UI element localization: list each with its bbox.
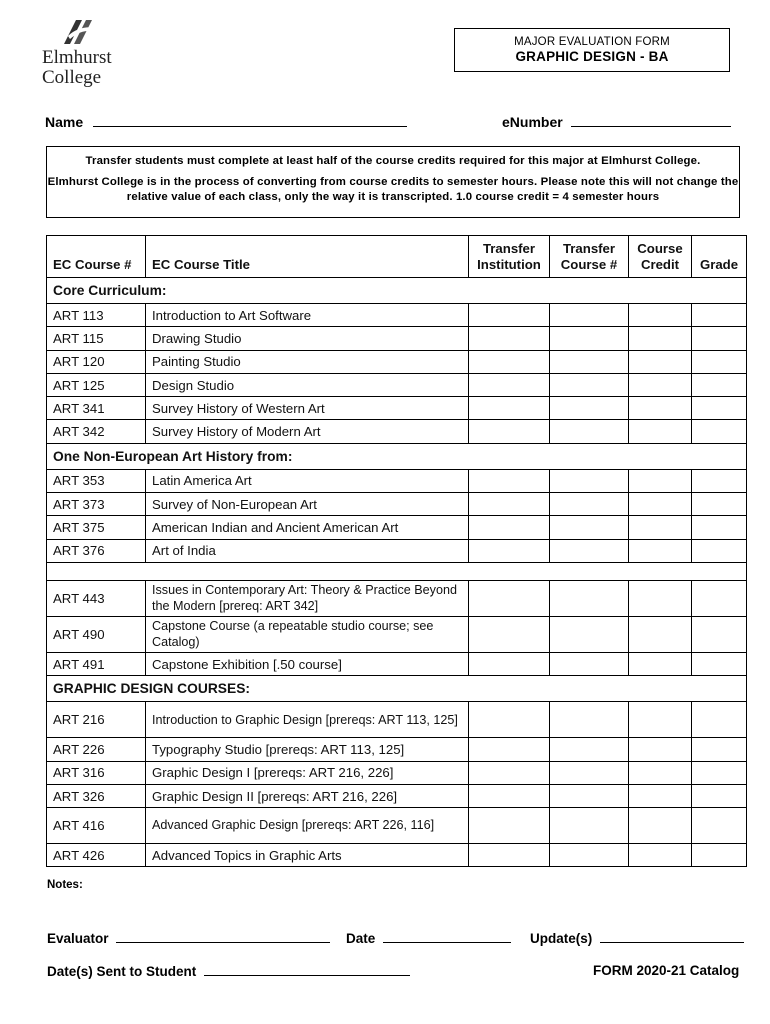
transfer-institution-cell[interactable] — [469, 350, 550, 373]
credit-cell[interactable] — [629, 350, 692, 373]
course-title: Survey History of Western Art — [146, 397, 469, 420]
table-row — [47, 702, 747, 738]
name-line[interactable] — [93, 114, 407, 127]
transfer-course-cell[interactable] — [550, 580, 629, 616]
transfer-course-cell[interactable] — [550, 616, 629, 652]
course-num: ART 342 — [47, 420, 146, 443]
table-row — [47, 397, 747, 420]
grade-cell[interactable] — [692, 516, 747, 539]
course-num: ART 113 — [47, 304, 146, 327]
sent-label: Date(s) Sent to Student — [47, 964, 197, 979]
credit-cell[interactable] — [629, 844, 692, 867]
transfer-course-cell[interactable] — [550, 539, 629, 562]
credit-cell[interactable] — [629, 652, 692, 675]
date-line[interactable] — [383, 930, 511, 943]
date-field[interactable] — [346, 930, 511, 946]
section-row — [47, 443, 747, 469]
course-title: Latin America Art — [146, 469, 469, 492]
transfer-course-cell[interactable] — [550, 397, 629, 420]
transfer-course-cell[interactable] — [550, 373, 629, 396]
grade-cell[interactable] — [692, 616, 747, 652]
grade-cell[interactable] — [692, 350, 747, 373]
transfer-institution-cell[interactable] — [469, 397, 550, 420]
enumber-field[interactable] — [502, 114, 731, 130]
table-row — [47, 808, 747, 844]
course-num: ART 375 — [47, 516, 146, 539]
course-num: ART 115 — [47, 327, 146, 350]
course-num: ART 373 — [47, 493, 146, 516]
transfer-course-cell[interactable] — [550, 844, 629, 867]
transfer-institution-cell[interactable] — [469, 652, 550, 675]
transfer-institution-cell[interactable] — [469, 580, 550, 616]
table-row — [47, 784, 747, 807]
transfer-institution-cell[interactable] — [469, 738, 550, 761]
course-title: Capstone Exhibition [.50 course] — [146, 652, 469, 675]
table-row — [47, 738, 747, 761]
table-row — [47, 539, 747, 562]
grade-cell[interactable] — [692, 808, 747, 844]
transfer-course-cell[interactable] — [550, 761, 629, 784]
col-ec-course-num: EC Course # — [47, 236, 146, 278]
course-title: Survey of Non-European Art — [146, 493, 469, 516]
table-row — [47, 652, 747, 675]
credit-cell[interactable] — [629, 420, 692, 443]
credit-cell[interactable] — [629, 808, 692, 844]
notice-line2: Elmhurst College is in the process of converting from course credits to semester hours. Please note this will not change the relative value of each class, only the way it is transcripted. 1.0 course credit = 4 semester hours — [47, 176, 739, 203]
course-num: ART 491 — [47, 652, 146, 675]
table-row — [47, 493, 747, 516]
grade-cell[interactable] — [692, 652, 747, 675]
course-num: ART 376 — [47, 539, 146, 562]
notes-label: Notes: — [47, 879, 83, 891]
table-row — [47, 327, 747, 350]
section-graphic-design: GRAPHIC DESIGN COURSES: — [47, 676, 747, 702]
course-title: American Indian and Ancient American Art — [146, 516, 469, 539]
transfer-course-cell[interactable] — [550, 350, 629, 373]
course-title: Drawing Studio — [146, 327, 469, 350]
grade-cell[interactable] — [692, 327, 747, 350]
course-num: ART 353 — [47, 469, 146, 492]
credit-cell[interactable] — [629, 327, 692, 350]
course-title: Painting Studio — [146, 350, 469, 373]
sent-line[interactable] — [204, 963, 410, 976]
college-logo — [42, 18, 142, 92]
transfer-institution-cell[interactable] — [469, 784, 550, 807]
updates-field[interactable] — [530, 930, 744, 946]
grade-cell[interactable] — [692, 469, 747, 492]
course-num: ART 443 — [47, 580, 146, 616]
col-ec-course-title: EC Course Title — [146, 236, 469, 278]
transfer-institution-cell[interactable] — [469, 327, 550, 350]
course-num: ART 341 — [47, 397, 146, 420]
course-num: ART 125 — [47, 373, 146, 396]
course-num: ART 416 — [47, 808, 146, 844]
transfer-course-cell[interactable] — [550, 469, 629, 492]
transfer-course-cell[interactable] — [550, 493, 629, 516]
transfer-course-cell[interactable] — [550, 652, 629, 675]
grade-cell[interactable] — [692, 580, 747, 616]
grade-cell[interactable] — [692, 761, 747, 784]
updates-label: Update(s) — [530, 931, 593, 946]
evaluator-field[interactable] — [47, 930, 330, 946]
transfer-course-cell[interactable] — [550, 304, 629, 327]
grade-cell[interactable] — [692, 493, 747, 516]
credit-cell[interactable] — [629, 373, 692, 396]
credit-cell[interactable] — [629, 702, 692, 738]
credit-cell[interactable] — [629, 516, 692, 539]
transfer-institution-cell[interactable] — [469, 304, 550, 327]
transfer-institution-cell[interactable] — [469, 808, 550, 844]
transfer-institution-cell[interactable] — [469, 493, 550, 516]
transfer-institution-cell[interactable] — [469, 516, 550, 539]
credit-cell[interactable] — [629, 469, 692, 492]
form-catalog: FORM 2020-21 Catalog — [593, 963, 740, 978]
grade-cell[interactable] — [692, 844, 747, 867]
credit-cell[interactable] — [629, 397, 692, 420]
credit-cell[interactable] — [629, 580, 692, 616]
transfer-institution-cell[interactable] — [469, 420, 550, 443]
evaluator-label: Evaluator — [47, 931, 109, 946]
section-core: Core Curriculum: — [47, 278, 747, 304]
notice-line1: Transfer students must complete at least half of the course credits required for this major at Elmhurst College. — [85, 155, 701, 167]
course-num: ART 326 — [47, 784, 146, 807]
credit-cell[interactable] — [629, 304, 692, 327]
col-transfer-course-num: Transfer Course # — [550, 236, 629, 278]
table-row — [47, 350, 747, 373]
course-title: Introduction to Art Software — [146, 304, 469, 327]
course-num: ART 316 — [47, 761, 146, 784]
course-title: Graphic Design II [prereqs: ART 216, 226] — [146, 784, 469, 807]
section-non-european: One Non-European Art History from: — [47, 443, 747, 469]
enumber-line[interactable] — [571, 114, 731, 127]
spacer-row — [47, 562, 747, 580]
credit-cell[interactable] — [629, 493, 692, 516]
course-title: Issues in Contemporary Art: Theory & Practice Beyond the Modern [prereq: ART 342] — [146, 580, 469, 616]
section-row — [47, 278, 747, 304]
updates-line[interactable] — [600, 930, 744, 943]
transfer-course-cell[interactable] — [550, 808, 629, 844]
date-label: Date — [346, 931, 376, 946]
transfer-course-cell[interactable] — [550, 784, 629, 807]
form-title: GRAPHIC DESIGN - BA — [515, 49, 669, 64]
transfer-institution-cell[interactable] — [469, 469, 550, 492]
course-title: Graphic Design I [prereqs: ART 216, 226] — [146, 761, 469, 784]
course-table — [46, 235, 747, 867]
grade-cell[interactable] — [692, 784, 747, 807]
course-num: ART 216 — [47, 702, 146, 738]
table-row — [47, 844, 747, 867]
grade-cell[interactable] — [692, 304, 747, 327]
col-grade: Grade — [692, 236, 747, 278]
course-num: ART 490 — [47, 616, 146, 652]
transfer-institution-cell[interactable] — [469, 616, 550, 652]
table-row — [47, 516, 747, 539]
transfer-course-cell[interactable] — [550, 327, 629, 350]
course-title: Art of India — [146, 539, 469, 562]
credit-cell[interactable] — [629, 738, 692, 761]
transfer-notice — [46, 146, 740, 218]
transfer-institution-cell[interactable] — [469, 761, 550, 784]
table-row — [47, 469, 747, 492]
transfer-course-cell[interactable] — [550, 738, 629, 761]
course-num: ART 226 — [47, 738, 146, 761]
transfer-course-cell[interactable] — [550, 420, 629, 443]
grade-cell[interactable] — [692, 373, 747, 396]
course-title: Capstone Course (a repeatable studio course; see Catalog) — [146, 616, 469, 652]
table-row — [47, 616, 747, 652]
course-title: Advanced Topics in Graphic Arts — [146, 844, 469, 867]
course-title: Survey History of Modern Art — [146, 420, 469, 443]
grade-cell[interactable] — [692, 397, 747, 420]
grade-cell[interactable] — [692, 420, 747, 443]
course-title: Typography Studio [prereqs: ART 113, 125] — [146, 738, 469, 761]
table-row — [47, 761, 747, 784]
credit-cell[interactable] — [629, 761, 692, 784]
transfer-course-cell[interactable] — [550, 702, 629, 738]
sent-to-student-field[interactable] — [47, 963, 410, 979]
evaluator-line[interactable] — [116, 930, 330, 943]
grade-cell[interactable] — [692, 539, 747, 562]
table-row — [47, 420, 747, 443]
grade-cell[interactable] — [692, 702, 747, 738]
grade-cell[interactable] — [692, 738, 747, 761]
credit-cell[interactable] — [629, 616, 692, 652]
transfer-institution-cell[interactable] — [469, 373, 550, 396]
transfer-institution-cell[interactable] — [469, 702, 550, 738]
course-title: Design Studio — [146, 373, 469, 396]
section-row — [47, 676, 747, 702]
enumber-label: eNumber — [502, 114, 563, 130]
transfer-institution-cell[interactable] — [469, 844, 550, 867]
form-type: MAJOR EVALUATION FORM — [514, 36, 670, 48]
col-course-credit: Course Credit — [629, 236, 692, 278]
course-title: Introduction to Graphic Design [prereqs: ART 113, 125] — [146, 702, 469, 738]
course-title: Advanced Graphic Design [prereqs: ART 226, 116] — [146, 808, 469, 844]
transfer-course-cell[interactable] — [550, 516, 629, 539]
name-field[interactable] — [45, 114, 407, 130]
logo-line2: College — [42, 67, 102, 88]
form-title-box — [454, 28, 730, 72]
table-row — [47, 580, 747, 616]
table-row — [47, 373, 747, 396]
logo-emblem-icon — [60, 18, 100, 48]
col-transfer-institution: Transfer Institution — [469, 236, 550, 278]
header-row — [47, 236, 747, 278]
name-label: Name — [45, 114, 84, 130]
transfer-institution-cell[interactable] — [469, 539, 550, 562]
logo-line1: Elmhurst — [42, 47, 112, 68]
course-num: ART 426 — [47, 844, 146, 867]
credit-cell[interactable] — [629, 784, 692, 807]
table-row — [47, 304, 747, 327]
course-num: ART 120 — [47, 350, 146, 373]
credit-cell[interactable] — [629, 539, 692, 562]
